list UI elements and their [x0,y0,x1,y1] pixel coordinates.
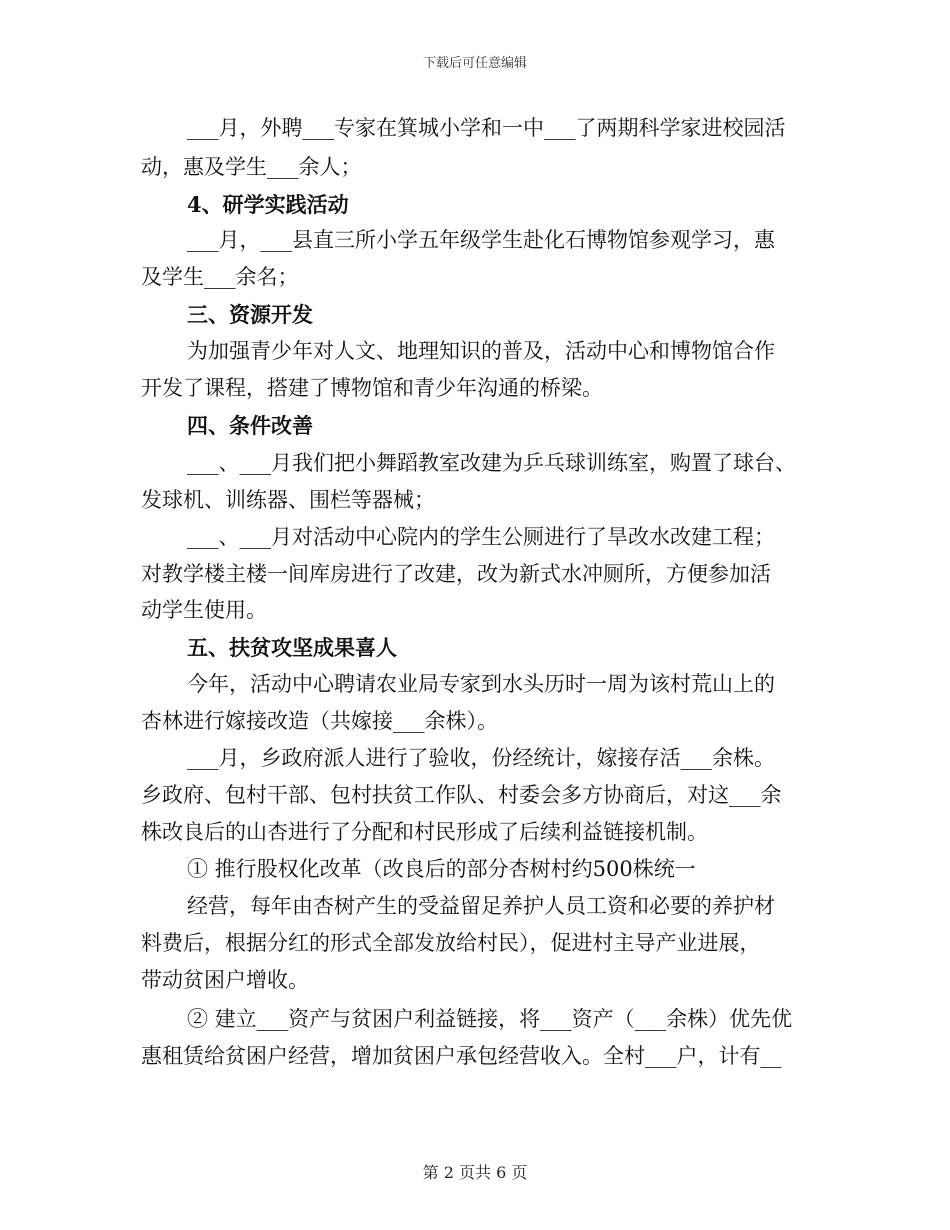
paragraph-line: 动学生使用。 [141,598,267,622]
paragraph-line: 为加强青少年对人文、地理知识的普及，活动中心和博物馆合作 [187,339,775,363]
section-heading: 三、资源开发 [187,302,313,327]
paragraph-line: 乡政府、包村干部、包村扶贫工作队、村委会多方协商后，对这___余 [141,783,782,807]
paragraph-line: 株改良后的山杏进行了分配和村民形成了后续利益链接机制。 [141,820,708,844]
page-footer: 第 2 页共 6 页 [422,1163,528,1182]
paragraph-line: 动，惠及学生___余人； [141,155,362,179]
paragraph-line: ___、___月我们把小舞蹈教室改建为乒乓球训练室，购置了球台、 [187,451,796,475]
paragraph-line: 经营，每年由杏树产生的受益留足养护人员工资和必要的养护材 [187,894,775,918]
paragraph-line: 开发了课程，搭建了博物馆和青少年沟通的桥梁。 [141,376,603,400]
paragraph-line: ___月，乡政府派人进行了验收，份经统计，嫁接存活___余株。 [187,746,775,770]
section-heading: 4、研学实践活动 [187,192,349,217]
paragraph-line: ___、___月对活动中心院内的学生公厕进行了旱改水改建工程； [187,525,775,549]
section-heading: 五、扶贫攻坚成果喜人 [187,635,397,660]
page-header: 下载后可任意编辑 [422,56,527,71]
list-item: ② 建立___资产与贫困户利益链接，将___资产（___余株）优先优 [187,1007,793,1031]
paragraph-line: 带动贫困户增收。 [141,968,309,992]
paragraph-line: 对教学楼主楼一间库房进行了改建，改为新式水冲厕所，方便参加活 [141,562,771,586]
section-heading: 四、条件改善 [187,413,313,438]
paragraph-line: 及学生___余名； [141,265,299,289]
paragraph-line: 惠租赁给贫困户经营，增加贫困户承包经营收入。全村___户，计有__ [141,1044,782,1068]
paragraph-line: ___月，___县直三所小学五年级学生赴化石博物馆参观学习，惠 [187,228,775,252]
paragraph-line: 发球机、训练器、围栏等器械； [141,488,435,512]
paragraph-line: ___月，外聘___专家在箕城小学和一中___了两期科学家进校园活 [187,116,786,140]
list-item: ① 推行股权化改革（改良后的部分杏树村约500株统一 [187,857,696,881]
paragraph-line: 料费后，根据分红的形式全部发放给村民），促进村主导产业进展， [141,931,761,955]
paragraph-line: 杏林进行嫁接改造（共嫁接___余株）。 [141,709,498,733]
paragraph-line: 今年，活动中心聘请农业局专家到水头历时一周为该村荒山上的 [187,672,775,696]
